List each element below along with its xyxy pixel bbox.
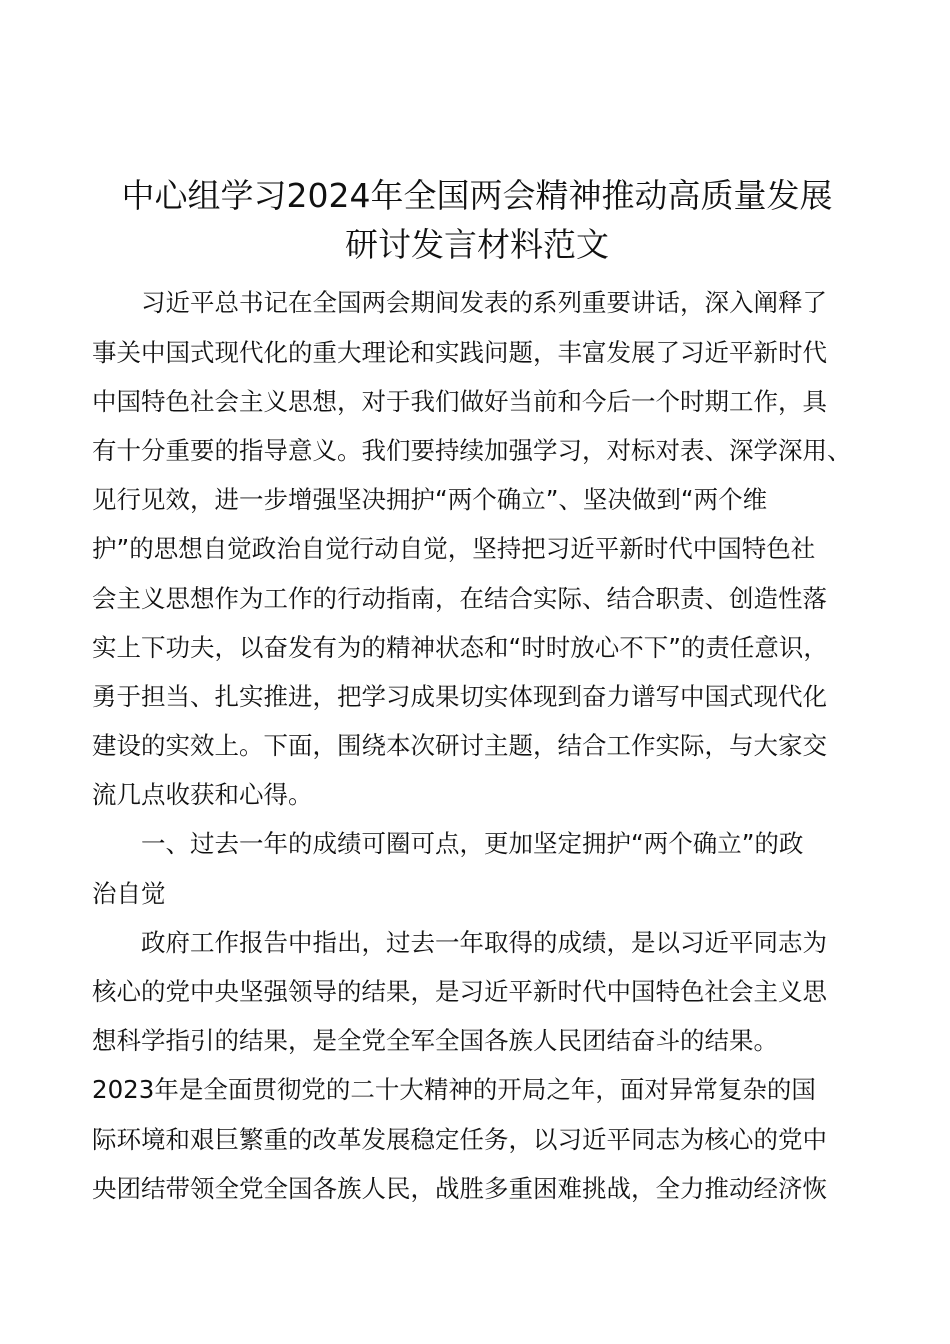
paragraph [92,918,862,1066]
title-line: 研讨发言材料范文 [345,225,609,265]
document-page [92,174,862,1213]
text-line: 治自觉 [92,878,166,908]
text-line: 际环境和艰巨繁重的改革发展稳定任务，以习近平同志为核心的党中 [92,1124,827,1154]
text-line: 事关中国式现代化的重大理论和实践问题，丰富发展了习近平新时代 [92,337,827,367]
paragraph [92,278,862,819]
text-line: 一、过去一年的成绩可圈可点，更加坚定拥护“两个确立”的政 [141,829,804,859]
section-heading [92,819,862,917]
document-body [92,278,862,1213]
text-line: 核心的党中央坚强领导的结果，是习近平新时代中国特色社会主义思 [92,977,827,1006]
text-line: 会主义思想作为工作的行动指南，在结合实际、结合职责、创造性落 [92,583,827,613]
text-line: 央团结带领全党全国各族人民，战胜多重困难挑战，全力推动经济恢 [92,1173,827,1203]
text-line: 护”的思想自觉政治自觉行动自觉，坚持把习近平新时代中国特色社 [92,534,816,564]
title-line: 中心组学习2024年全国两会精神推动高质量发展 [121,176,833,215]
text-line: 2023年是全面贯彻党的二十大精神的开局之年，面对异常复杂的国 [92,1075,816,1105]
text-line: 习近平总书记在全国两会期间发表的系列重要讲话，深入阐释了 [141,288,827,318]
text-line: 勇于担当、扎实推进，把学习成果切实体现到奋力谱写中国式现代化 [92,681,827,711]
text-line: 流几点收获和心得。 [92,780,313,810]
text-line: 实上下功夫，以奋发有为的精神状态和“时时放心不下”的责任意识， [92,632,828,662]
text-line: 中国特色社会主义思想，对于我们做好当前和今后一个时期工作，具 [92,386,827,416]
text-line: 建设的实效上。下面，围绕本次研讨主题，结合工作实际，与大家交 [92,731,827,761]
text-line: 见行见效，进一步增强坚决拥护“两个确立”、坚决做到“两个维 [92,485,768,515]
text-line: 想科学指引的结果，是全党全军全国各族人民团结奋斗的结果。 [92,1026,778,1056]
document-title [92,174,862,272]
text-line: 政府工作报告中指出，过去一年取得的成绩，是以习近平同志为 [141,927,827,957]
paragraph [92,1065,862,1213]
text-line: 有十分重要的指导意义。我们要持续加强学习，对标对表、深学深用、 [92,435,852,465]
